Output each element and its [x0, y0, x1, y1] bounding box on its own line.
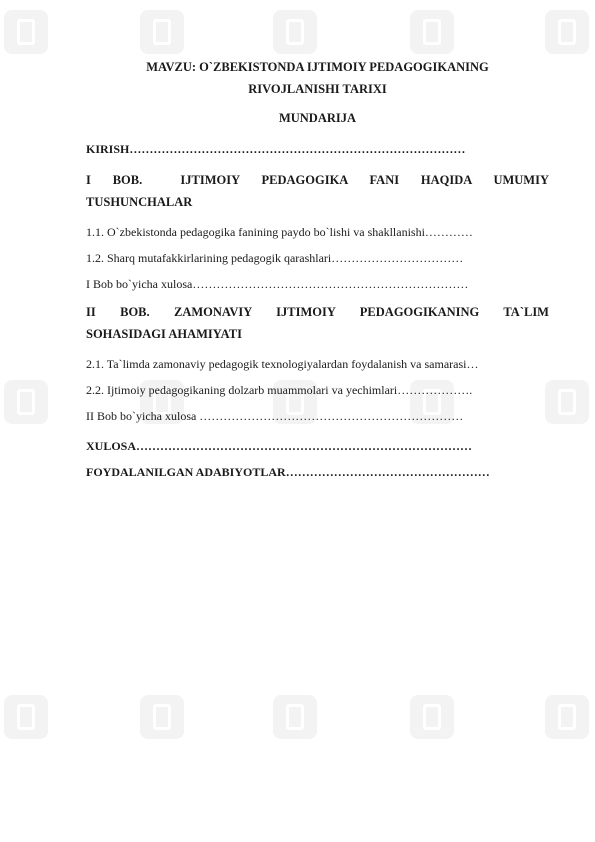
watermark-icon — [140, 695, 184, 739]
toc-chapter-2 — [86, 301, 549, 345]
toc-introduction: KIRISH………………………………………………………………………… — [86, 142, 466, 156]
watermark-icon — [4, 10, 48, 54]
toc-item-2-1: 2.1. Ta`limda zamonaviy pedagogik texnologiyalardan foydalanish va samarasi… — [86, 357, 479, 371]
toc-item-1-1: 1.1. O`zbekistonda pedagogika fanining paydo bo`lishi va shakllanishi………… — [86, 225, 473, 239]
toc-chapter-2-heading-line-2: SOHASIDAGI AHAMIYATI — [86, 327, 242, 341]
watermark-icon — [273, 695, 317, 739]
toc-chapter-2-heading-line-1: II BOB. ZAMONAVIY IJTIMOIY PEDAGOGIKANING TA`LIM — [86, 305, 549, 319]
document-title-line-2: RIVOJLANISHI TARIXI — [248, 82, 387, 96]
table-of-contents — [86, 136, 549, 485]
toc-chapter-1-summary: I Bob bo`yicha xulosa…………………………………………………………… — [86, 277, 469, 291]
toc-chapter-2-summary: II Bob bo`yicha xulosa ………………………………………………………… — [86, 409, 464, 423]
watermark-icon — [410, 695, 454, 739]
toc-chapter-1-heading-line-1: I BOB. IJTIMOIY PEDAGOGIKA FANI HAQIDA UMUMIY — [86, 173, 549, 187]
watermark-icon — [410, 10, 454, 54]
toc-references: FOYDALANILGAN ADABIYOTLAR…………………………………………… — [86, 465, 490, 479]
watermark-icon — [545, 380, 589, 424]
toc-chapter-1-heading-line-2: TUSHUNCHALAR — [86, 195, 193, 209]
toc-chapter-1 — [86, 169, 549, 213]
toc-item-1-2: 1.2. Sharq mutafakkirlarining pedagogik qarashlari…………………………… — [86, 251, 464, 265]
toc-conclusion: XULOSA………………………………………………………………………… — [86, 439, 473, 453]
document-page — [86, 56, 549, 485]
contents-heading: MUNDARIJA — [278, 111, 357, 125]
watermark-icon — [545, 695, 589, 739]
watermark-icon — [4, 695, 48, 739]
document-title-line-1: MAVZU: O`ZBEKISTONDA IJTIMOIY PEDAGOGIKANING — [146, 60, 489, 74]
document-title — [86, 56, 549, 100]
watermark-icon — [140, 10, 184, 54]
watermark-icon — [273, 10, 317, 54]
watermark-icon — [545, 10, 589, 54]
toc-item-2-2: 2.2. Ijtimoiy pedagogikaning dolzarb muammolari va yechimlari………………. — [86, 383, 473, 397]
watermark-icon — [4, 380, 48, 424]
